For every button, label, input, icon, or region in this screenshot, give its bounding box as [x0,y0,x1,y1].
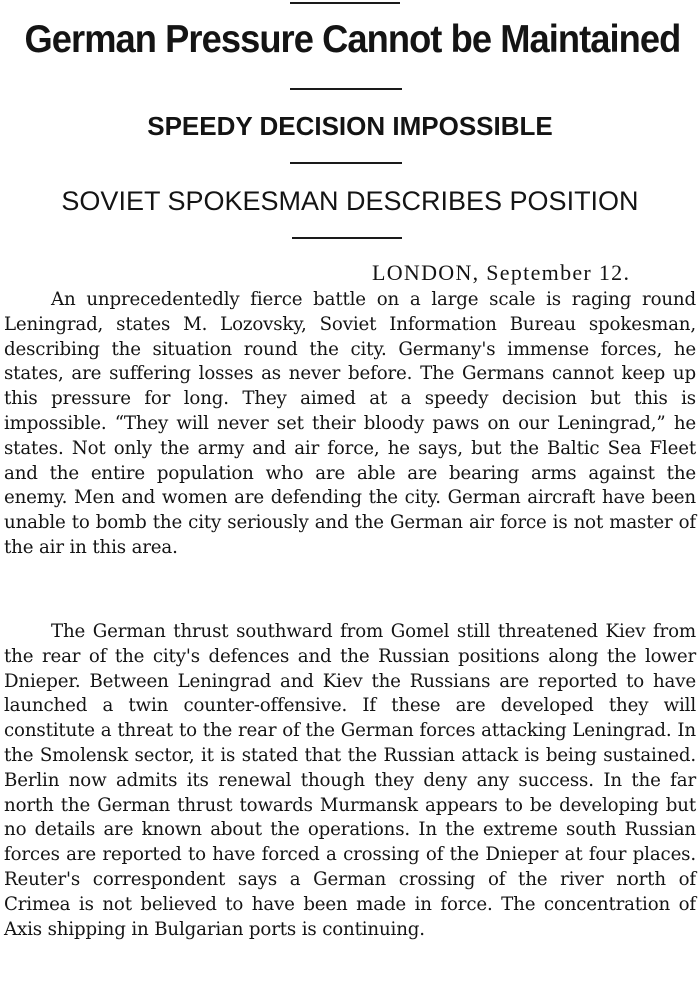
subheadline-divider [290,162,402,164]
top-rule [290,2,400,4]
article-paragraph-2: The German thrust southward from Gomel still threatened Kiev from the rear of the city's defences and the Russian positions along the lower Dnieper. Between Leningrad and Kiev the Russians are reported to have launched a twin counter-offensive. If these are developed they will constitute a threat to the rear of the German forces attacking Leningrad. In the Smolensk sector, it is stated that the Russian attack is being sustained. Berlin now admits its renewal though they deny any success. In the far north the German thrust towards Murmansk appears to be developing but no details are known about the operations. In the extreme south Russian forces are reported to have forced a crossing of the Dnieper at four places. Reuter's correspondent says a German crossing of the river north of Crimea is not believed to have been made in force. The concentration of Axis shipping in Bulgarian ports is continuing. [4,621,696,940]
article-headline: German Pressure Cannot be Maintained [24,18,681,61]
section-divider [292,237,402,239]
article-dateline: LONDON, September 12. [372,260,631,285]
article-subheadline: SPEEDY DECISION IMPOSSIBLE [147,111,553,141]
article-subheadline-secondary: SOVIET SPOKESMAN DESCRIBES POSITION [61,186,639,216]
headline-divider [290,88,402,90]
article-paragraph-1: An unprecedentedly fierce battle on a large scale is raging round Leningrad, states M. Lozovsky, Soviet Information Bureau spokesman, describing the situation round the city. Germany's immense forces, he states, are suffering losses as never before. The Germans cannot keep up this pressure for long. They aimed at a speedy decision but this is impossible. “They will never set their bloody paws on our Leningrad,” he states. Not only the army and air force, he says, but the Baltic Sea Fleet and the entire population who are able are bearing arms against the enemy. Men and women are defending the city. German aircraft have been unable to bomb the city seriously and the German air force is not master of the air in this area. [4,289,696,558]
